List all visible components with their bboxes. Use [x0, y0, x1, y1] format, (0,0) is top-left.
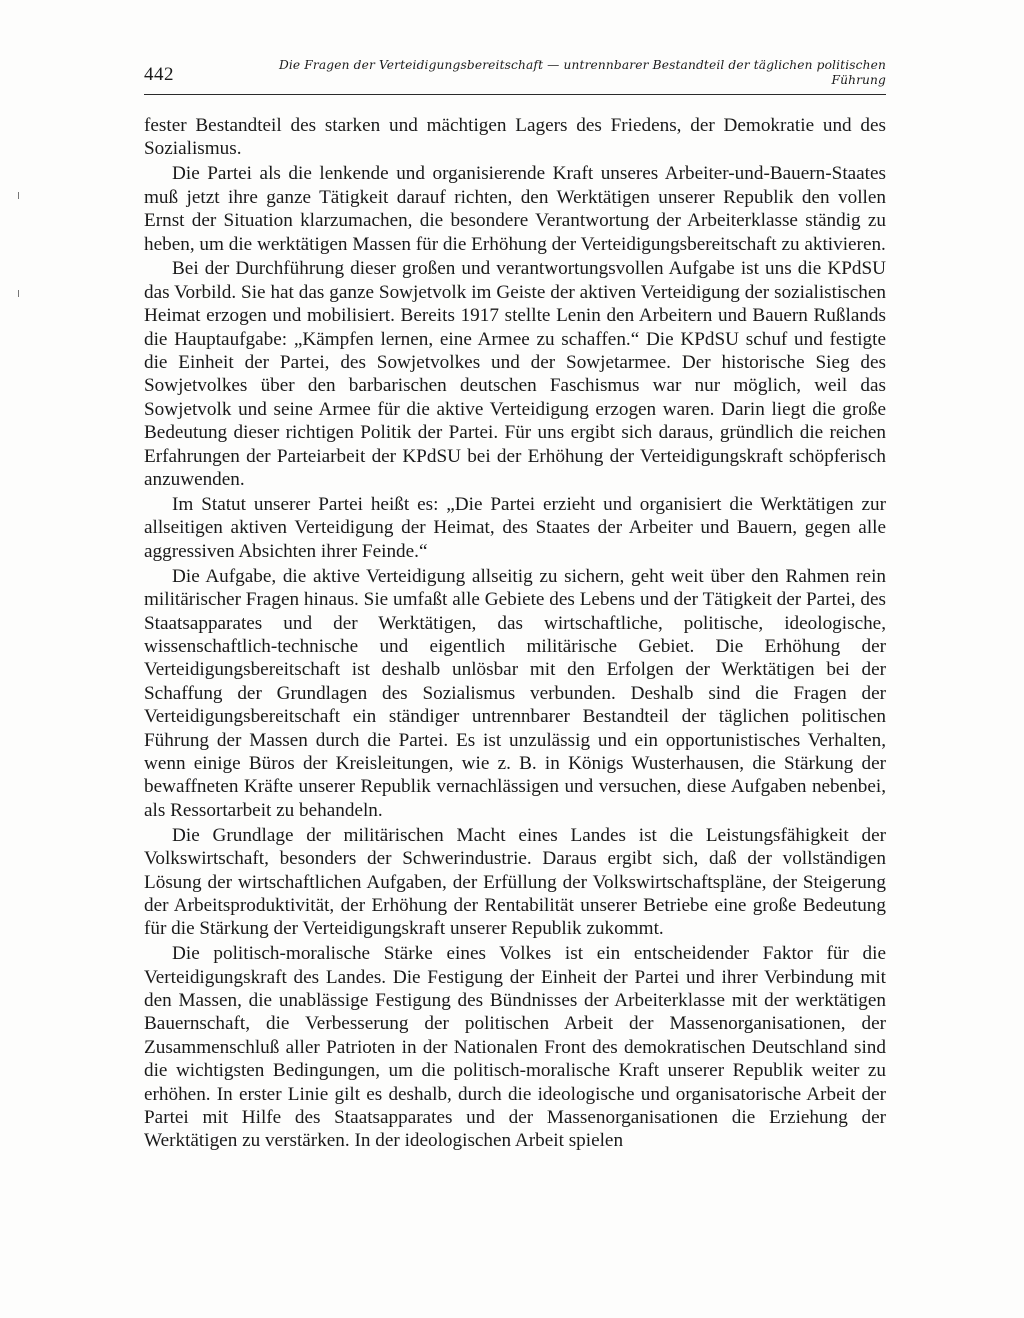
paragraph-1: fester Bestandteil des starken und mächtigen Lagers des Friedens, der Demokratie und des Sozialismus. — [144, 115, 886, 160]
margin-mark — [18, 290, 19, 297]
paragraph-5: Die Aufgabe, die aktive Verteidigung allseitig zu sichern, geht weit über den Rahmen rein militärischer Fragen hinaus. Sie umfaßt alle Gebiete des Lebens und der Tätigkeit der Partei, des Staatsapparates und der Werktätigen, das wirtschaftliche, politische, ideologische, wissenschaftlich-technische und eigentlich militärische Gebiet. Die Erhöhung der Verteidigungsbereitschaft ist deshalb unlösbar mit den Erfolgen der Werktätigen bei der Schaffung der Grundlagen des Sozialismus verbunden. Deshalb sind die Fragen der Verteidigungsbereitschaft ein ständiger untrennbarer Bestandteil der täglichen politischen Führung der Massen durch die Partei. Es ist unzulässig und ein opportunistisches Verhalten, wenn einige Büros der Kreisleitungen, wie z. B. in Königs Wusterhausen, die Stärkung der bewaffneten Kräfte unserer Republik vernachlässigen und versuchen, diese Aufgaben nebenbei, als Ressortarbeit zu behandeln. — [144, 565, 886, 821]
page-number: 442 — [144, 64, 174, 85]
margin-mark — [18, 192, 19, 199]
page-header — [144, 58, 886, 95]
running-title-line-2: Führung — [831, 73, 886, 87]
paragraph-3: Bei der Durchführung dieser großen und verantwortungsvollen Aufgabe ist uns die KPdSU das Vorbild. Sie hat das ganze Sowjetvolk im Geiste der aktiven Verteidigung der sozialistischen Heimat erzogen und mobilisiert. Bereits 1917 stellte Lenin den Arbeitern und Bauern Rußlands die Hauptaufgabe: „Kämpfen lernen, eine Armee zu schaffen.“ Die KPdSU schuf und festigte die Einheit der Partei, des Sowjetvolkes und der Sowjetarmee. Der historische Sieg des Sowjetvolkes über den barbarischen deutschen Faschismus war nur möglich, weil das Sowjetvolk und seine Armee für die aktive Verteidigung erzogen waren. Darin liegt die große Bedeutung dieser richtigen Politik der Partei. Für uns ergibt sich daraus, gründlich die reichen Erfahrungen der Parteiarbeit der KPdSU bei der Erhöhung der Verteidigungskraft schöpferisch anzuwenden. — [144, 258, 886, 491]
paragraph-7: Die politisch-moralische Stärke eines Volkes ist ein entscheidender Faktor für die Verteidigungskraft des Landes. Die Festigung der Einheit der Partei und ihrer Verbindung mit den Massen, die unablässige Festigung des Bündnisses der Arbeiterklasse mit der werktätigen Bauernschaft, die Verbesserung der politischen Arbeit der Massenorganisationen, der Zusammenschluß aller Patrioten in der Nationalen Front des demokratischen Deutschland sind die wichtigsten Bedingungen, um die politisch-moralische Kraft unserer Republik weiter zu erhöhen. In erster Linie gilt es deshalb, durch die ideologische und organisatorische Arbeit der Partei mit Hilfe des Staatsapparates und der Massenorganisationen die Erziehung der Werktätigen zu verstärken. In der ideologischen Arbeit spielen — [144, 943, 886, 1152]
paragraph-2: Die Partei als die lenkende und organisierende Kraft unseres Arbeiter-und-Bauern-Staates muß jetzt ihre ganze Tätigkeit darauf richten, den Werktätigen unserer Republik den vollen Ernst der Situation klarzumachen, die besondere Verantwortung der Arbeiterklasse ständig zu heben, um die werktätigen Massen für die Erhöhung der Verteidigungsbereitschaft zu aktivieren. — [144, 163, 886, 255]
body-text — [144, 114, 886, 1154]
paragraph-4: Im Statut unserer Partei heißt es: „Die Partei erzieht und organisiert die Werktätigen zur allseitigen aktiven Verteidigung der Heimat, des Staates der Arbeiter und Bauern, gegen alle aggressiven Absichten ihrer Feinde.“ — [144, 494, 886, 562]
running-title — [226, 58, 886, 88]
paragraph-6: Die Grundlage der militärischen Macht eines Landes ist die Leistungsfähigkeit der Volkswirtschaft, besonders der Schwerindustrie. Daraus ergibt sich, daß der vollständigen Lösung der wirtschaftlichen Aufgaben, der Erfüllung der Volkswirtschaftspläne, der Steigerung der Arbeitsproduktivität, der Erhöhung der Rentabilität unserer Betriebe eine große Bedeutung für die Stärkung der Verteidigungskraft unserer Republik zukommt. — [144, 824, 886, 940]
running-title-line-1: Die Fragen der Verteidigungsbereitschaft — untrennbarer Bestandteil der täglichen politischen — [278, 58, 886, 72]
